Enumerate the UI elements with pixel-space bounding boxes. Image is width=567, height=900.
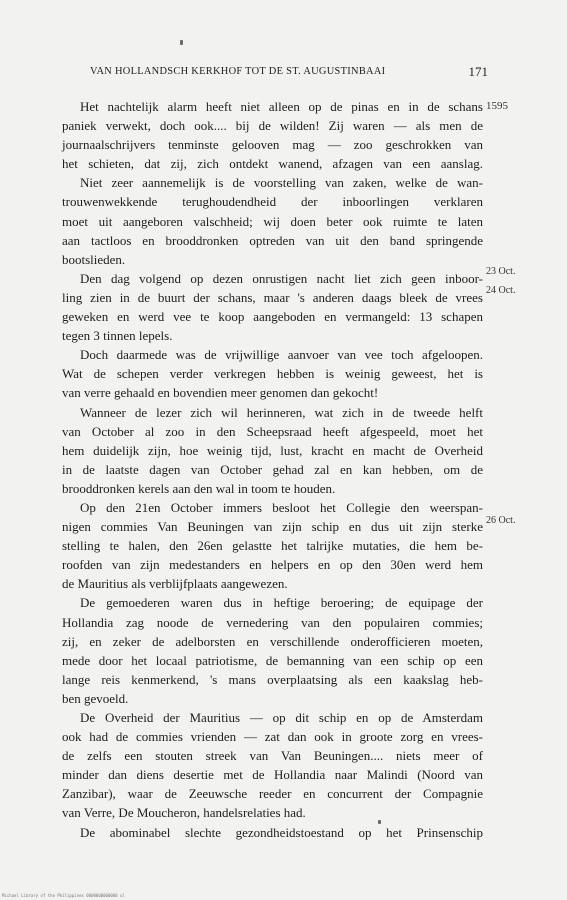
- text-line: mede door het locaal patriotisme, de bemanning van een schip op een: [62, 652, 483, 668]
- text-line: aan tactloos en brooddronken optreden van uit den band springende: [62, 232, 483, 248]
- text-line: Wanneer de lezer zich wil herinneren, wat zich in de tweede helft: [80, 404, 483, 420]
- text-line: in de laatste dagen van October gehad zal en kan hebben, om de: [62, 461, 483, 477]
- text-line: Hollandia zag noode de vernedering van den populairen commies;: [62, 614, 483, 630]
- text-line: geweken en werd vee te koop aangeboden en vermangeld: 13 schapen: [62, 309, 483, 325]
- text-line: stelling te halen, den 26en gelastte het talrijke mutaties, die hem be-: [62, 538, 483, 554]
- text-line: de zelfs een stouten streek van Van Beuningen.... niets meer of: [62, 748, 483, 764]
- ink-speck: [180, 40, 183, 45]
- text-line: trouwenwekkende terughoudendheid der inboorlingen verklaren: [62, 194, 483, 210]
- text-line: De abominabel slechte gezondheidstoestand op het Prinsenschip: [80, 824, 483, 840]
- text-line: tegen 3 tinnen lepels.: [62, 328, 173, 344]
- text-line: roofden van zijn medestanders en helpers en op den 30en werd hem: [62, 557, 483, 573]
- text-line: Doch daarmede was de vrijwillige aanvoer van vee toch afgeloopen.: [80, 347, 483, 363]
- text-line: ling zien in de buurt der schans, maar 's anderen daags bleek de vrees: [62, 289, 483, 305]
- text-line: moet uit aangeboren valschheid; wij doen beter ook ruimte te laten: [62, 213, 483, 229]
- text-line: van October al zoo in den Scheepsraad heeft afgespeeld, moet het: [62, 423, 483, 439]
- text-line: hem duidelijk zijn, hoe weinig tijd, lust, kracht en macht de Overheid: [62, 442, 483, 458]
- text-line: minder dan diens desertie met de Hollandia naar Malindi (Noord van: [62, 767, 483, 783]
- text-line: Op den 21en October immers besloot het Collegie den weerspan-: [80, 499, 483, 515]
- margin-note-date: 23 Oct.: [486, 266, 516, 277]
- text-line: De Overheid der Mauritius — op dit schip en op de Amsterdam: [80, 710, 483, 725]
- text-line: bootslieden.: [62, 251, 126, 267]
- text-line: Het nachtelijk alarm heeft niet alleen op de pinas en in de schans: [80, 99, 483, 114]
- text-line: lange reis kenmerkend, 's mans overplaatsing als een kaakslag heb-: [62, 671, 483, 687]
- text-line: brooddronken kerels aan den wal in toom te houden.: [62, 480, 336, 496]
- margin-note-date: 26 Oct.: [486, 515, 516, 526]
- text-line: Wat de schepen verder verkregen hebben is weinig geweest, het is: [62, 366, 483, 382]
- text-line: Niet zeer aannemelijk is de voorstelling van zaken, welke de wan-: [80, 175, 483, 191]
- text-line: de Mauritius als verblijfplaats aangewezen.: [62, 576, 288, 592]
- text-line: van verre gehaald en bovendien meer genomen dan gekocht!: [62, 385, 379, 401]
- running-header: [90, 66, 488, 77]
- text-line: De gemoederen waren dus in heftige beroering; de equipage der: [80, 595, 483, 611]
- margin-note-date: 24 Oct.: [486, 285, 516, 296]
- header-title: VAN HOLLANDSCH KERKHOF TOT DE ST. AUGUSTINBAAI: [90, 66, 386, 77]
- scan-footer: Michael Library of the Philippines 0000000000000 ul: [2, 893, 125, 898]
- text-line: nigen commies Van Beuningen van zijn schip en dus uit zijn sterke: [62, 519, 483, 535]
- text-line: het schieten, dat zij, zich ontdekt wanend, afzagen van een aanslag.: [62, 156, 483, 172]
- text-line: ben gevoeld.: [62, 690, 129, 706]
- text-line: ook had de commies vrienden — zat dan ook in groote zorg en vrees-: [62, 729, 483, 745]
- body-text: [62, 97, 483, 842]
- margin-note-year: 1595: [486, 100, 508, 112]
- text-line: paniek verwekt, doch ook.... bij de wilden! Zij waren — als men de: [62, 118, 483, 134]
- text-line: Zanzibar), waar de Zeeuwsche reeder en concurrent der Compagnie: [62, 786, 483, 802]
- text-line: van Verre, De Moucheron, handelsrelaties had.: [62, 805, 306, 821]
- page-number: 171: [468, 64, 488, 79]
- text-line: Den dag volgend op dezen onrustigen nacht liet zich geen inboor-: [80, 270, 483, 286]
- text-line: zij, en zeker de adelborsten en verschillende onderofficieren moeten,: [62, 633, 483, 649]
- text-line: journaalschrijvers tenminste gelooven mag — zoo geschrokken van: [62, 137, 483, 153]
